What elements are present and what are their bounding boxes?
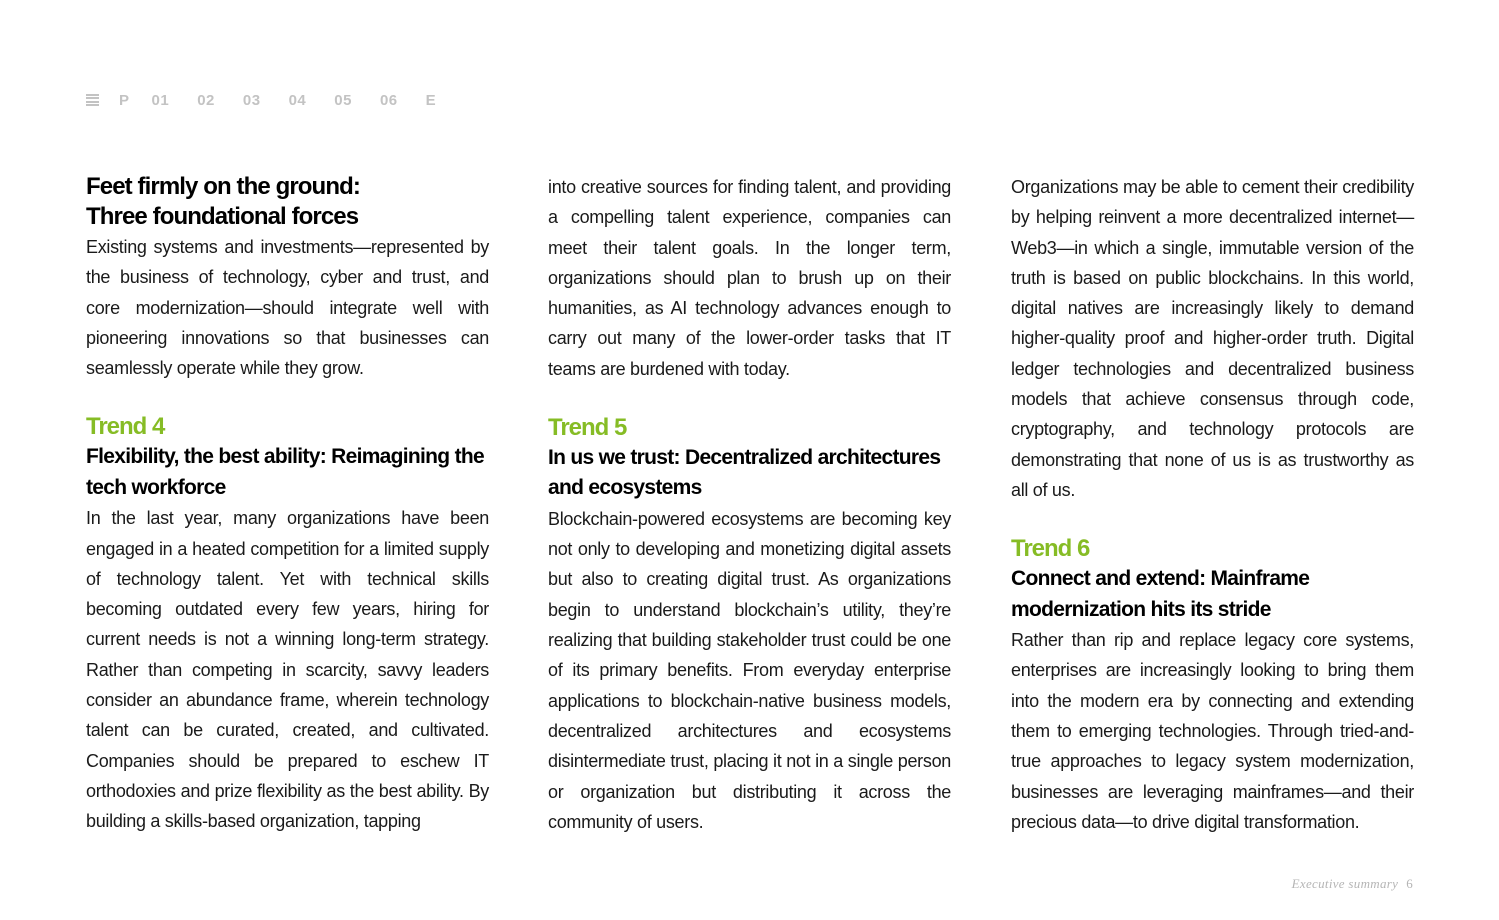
section-title bbox=[86, 172, 489, 232]
nav-item-06[interactable]: 06 bbox=[379, 91, 398, 109]
column-2 bbox=[548, 172, 951, 837]
menu-icon[interactable] bbox=[86, 94, 99, 107]
trend-4-title: Flexibility, the best ability: Reimagining the tech workforce bbox=[86, 445, 484, 499]
column-3 bbox=[1011, 172, 1414, 837]
page-footer bbox=[1292, 876, 1413, 892]
top-navigation bbox=[86, 90, 464, 110]
section-title-line1: Feet firmly on the ground: bbox=[86, 173, 360, 200]
trend-4-label: Trend 4 bbox=[86, 413, 165, 441]
trend-5-label: Trend 5 bbox=[548, 414, 627, 442]
trend-4-continued-paragraph: into creative sources for finding talent, and providing a compelling talent experience, companies can meet their talent goals. In the longer term, organizations should plan to brush up on their humanities, as AI technology advances enough to carry out many of the lower-order tasks that IT teams are burdened with today. bbox=[548, 177, 951, 379]
nav-item-05[interactable]: 05 bbox=[334, 91, 352, 109]
section-title-line2: Three foundational forces bbox=[86, 203, 359, 230]
trend-6-title: Connect and extend: Mainframe modernization hits its stride bbox=[1011, 567, 1310, 621]
section-intro-paragraph: Existing systems and investments—represented by the business of technology, cyber and trust, and core modernization—should integrate well with pioneering innovations so that businesses can seamlessly operate while they grow. bbox=[86, 237, 489, 379]
nav-item-02[interactable]: 02 bbox=[197, 91, 215, 109]
page-number: 6 bbox=[1406, 876, 1413, 891]
column-1 bbox=[86, 172, 489, 837]
nav-item-03[interactable]: 03 bbox=[242, 91, 261, 109]
trend-6-paragraph: Rather than rip and replace legacy core systems, enterprises are increasingly looking to bring them into the modern era by connecting and extending them to emerging technologies. Through tried-and-true approaches to legacy system modernization, businesses are leveraging mainframes—and their precious data—to drive digital transformation. bbox=[1011, 630, 1414, 832]
nav-item-endnotes[interactable]: E bbox=[425, 91, 437, 109]
nav-item-preface[interactable]: P bbox=[119, 91, 130, 109]
trend-6-label: Trend 6 bbox=[1011, 535, 1090, 563]
footer-section-name: Executive summary bbox=[1291, 876, 1399, 891]
trend-5-continued-paragraph: Organizations may be able to cement their credibility by helping reinvent a more decentralized internet—Web3—in which a single, immutable version of the truth is based on public blockchains. In this world, digital natives are increasingly likely to demand higher-quality proof and higher-order truth. Digital ledger technologies and decentralized business models that achieve consensus through code, cryptography, and technology protocols are demonstrating that none of us is as trustworthy as all of us. bbox=[1011, 177, 1414, 500]
nav-item-01[interactable]: 01 bbox=[151, 91, 170, 109]
trend-4-paragraph: In the last year, many organizations have been engaged in a heated competition for a limited supply of technology talent. Yet with technical skills becoming outdated every few years, hiring for current needs is not a winning long-term strategy. Rather than competing in scarcity, savvy leaders consider an abundance frame, wherein technology talent can be curated, created, and cultivated. Companies should be prepared to eschew IT orthodoxies and prize flexibility as the best ability. By building a skills-based organization, tapping bbox=[86, 508, 489, 832]
trend-5-title: In us we trust: Decentralized architectures and ecosystems bbox=[548, 446, 941, 500]
trend-5-paragraph: Blockchain-powered ecosystems are becoming key not only to developing and monetizing digital assets but also to creating digital trust. As organizations begin to understand blockchain’s utility, they’re realizing that building stakeholder trust could be one of its primary benefits. From everyday enterprise applications to blockchain-native business models, decentralized architectures and ecosystems disintermediate trust, placing it not in a single person or organization but distributing it across the community of users. bbox=[548, 508, 951, 832]
nav-item-04[interactable]: 04 bbox=[288, 91, 307, 109]
